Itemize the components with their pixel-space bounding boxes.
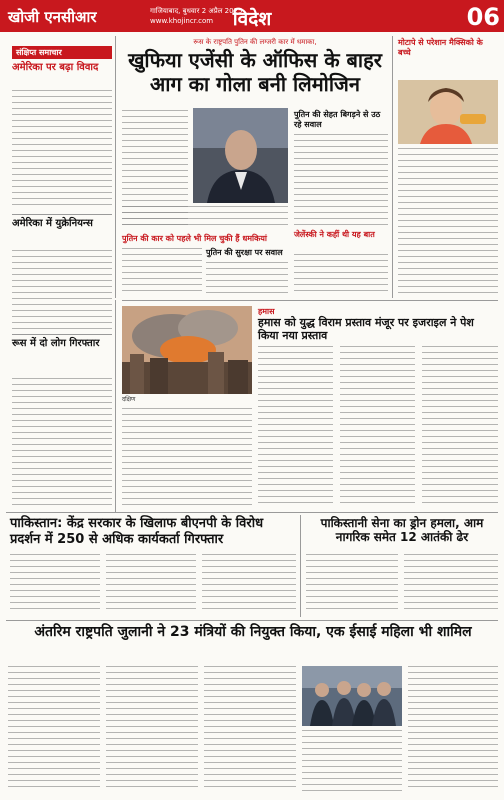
side-subhead: पुतिन की सेहत बिगड़ने से उठ रहे सवाल	[294, 110, 381, 129]
pakistan-body-text	[202, 554, 296, 614]
side-subhead: जेलेंस्की ने कहीं थी यह बात	[294, 230, 375, 239]
side-story-headline: मोटापे से परेशान मैक्सिको के बच्चे	[398, 38, 483, 57]
brief-headline: अमेरिका पर बढ़ा विवाद	[12, 62, 99, 73]
army-headline: पाकिस्तानी सेना का ड्रोन हमला, आम नागरिक समेत 12 आतंकी ढेर	[320, 516, 484, 545]
gaza-headline: हमास को युद्ध विराम प्रस्ताव मंजूर पर इजराइल ने पेश किया नया प्रस्ताव	[258, 316, 474, 343]
section-divider	[122, 300, 498, 301]
gaza-body-text	[340, 346, 415, 506]
portrait-photo	[193, 108, 288, 203]
section-divider	[6, 512, 498, 513]
officials-group-photo	[302, 666, 402, 726]
lead-body-text	[122, 248, 202, 296]
dateline-date: गाजियाबाद, बुधवार 2 अप्रैल 2025	[150, 7, 243, 15]
briefs-label: संक्षिप्त समाचार	[12, 46, 112, 59]
child-eating-photo	[398, 80, 498, 144]
dateline-url: www.khojincr.com	[150, 17, 214, 25]
page-number: 06	[466, 3, 500, 31]
column-divider	[392, 36, 393, 298]
column-divider	[300, 515, 301, 617]
lead-subhead: पुतिन की सुरक्षा पर सवाल	[206, 248, 283, 257]
bottom-body-text	[106, 666, 198, 792]
side-story-body-text	[398, 148, 498, 296]
gaza-kicker: हमास	[258, 307, 275, 316]
section-title: विदेश	[232, 8, 272, 30]
pakistan-body-text	[10, 554, 100, 614]
lead-body-text	[206, 262, 288, 296]
brief-body-text	[12, 378, 112, 508]
brief-divider	[12, 214, 112, 215]
section-divider	[6, 620, 498, 621]
gaza-body-text	[122, 408, 252, 506]
lead-subhead: पुतिन की कार को पहले भी मिल चुकी हैं धमकियां	[122, 234, 267, 243]
pakistan-headline: पाकिस्तान: केंद्र सरकार के खिलाफ बीएनपी के विरोध प्रदर्शन में 250 से अधिक कार्यकर्ता गिरफ्तार	[10, 516, 264, 547]
bottom-body-text	[302, 730, 402, 792]
smoke-skyline-photo	[122, 306, 252, 394]
side-body-text	[294, 134, 388, 226]
gaza-body-text	[422, 346, 498, 506]
bottom-body-text	[8, 666, 100, 792]
lead-kicker: रूस के राष्ट्रपति पुतिन की लग्जरी कार में धमाका,	[193, 38, 317, 46]
gaza-body-text	[258, 346, 333, 506]
column-divider	[115, 36, 116, 298]
brief-headline: रूस में दो लोग गिरफ्तार	[12, 338, 100, 349]
brief-headline: अमेरिका में युक्रेनियन्स	[12, 218, 93, 229]
army-body-text	[306, 554, 398, 614]
pakistan-body-text	[106, 554, 196, 614]
army-body-text	[404, 554, 498, 614]
lead-headline: खुफिया एजेंसी के ऑफिस के बाहर आग का गोला बनी लिमोजिन	[128, 48, 382, 96]
bottom-body-text	[408, 666, 498, 792]
brief-body-text	[12, 90, 112, 210]
photo-caption: दक्षिण	[122, 396, 136, 403]
lead-body-text	[122, 206, 288, 230]
paper-name: खोजी एनसीआर	[8, 8, 97, 26]
brief-divider	[12, 334, 112, 335]
brief-body-text	[12, 250, 112, 330]
column-divider	[115, 300, 116, 512]
bottom-headline: अंतरिम राष्ट्रपति जुलानी ने 23 मंत्रियों की नियुक्त किया, एक ईसाई महिला भी शामिल	[34, 624, 472, 640]
side-body-text	[294, 254, 388, 296]
bottom-body-text	[204, 666, 296, 792]
